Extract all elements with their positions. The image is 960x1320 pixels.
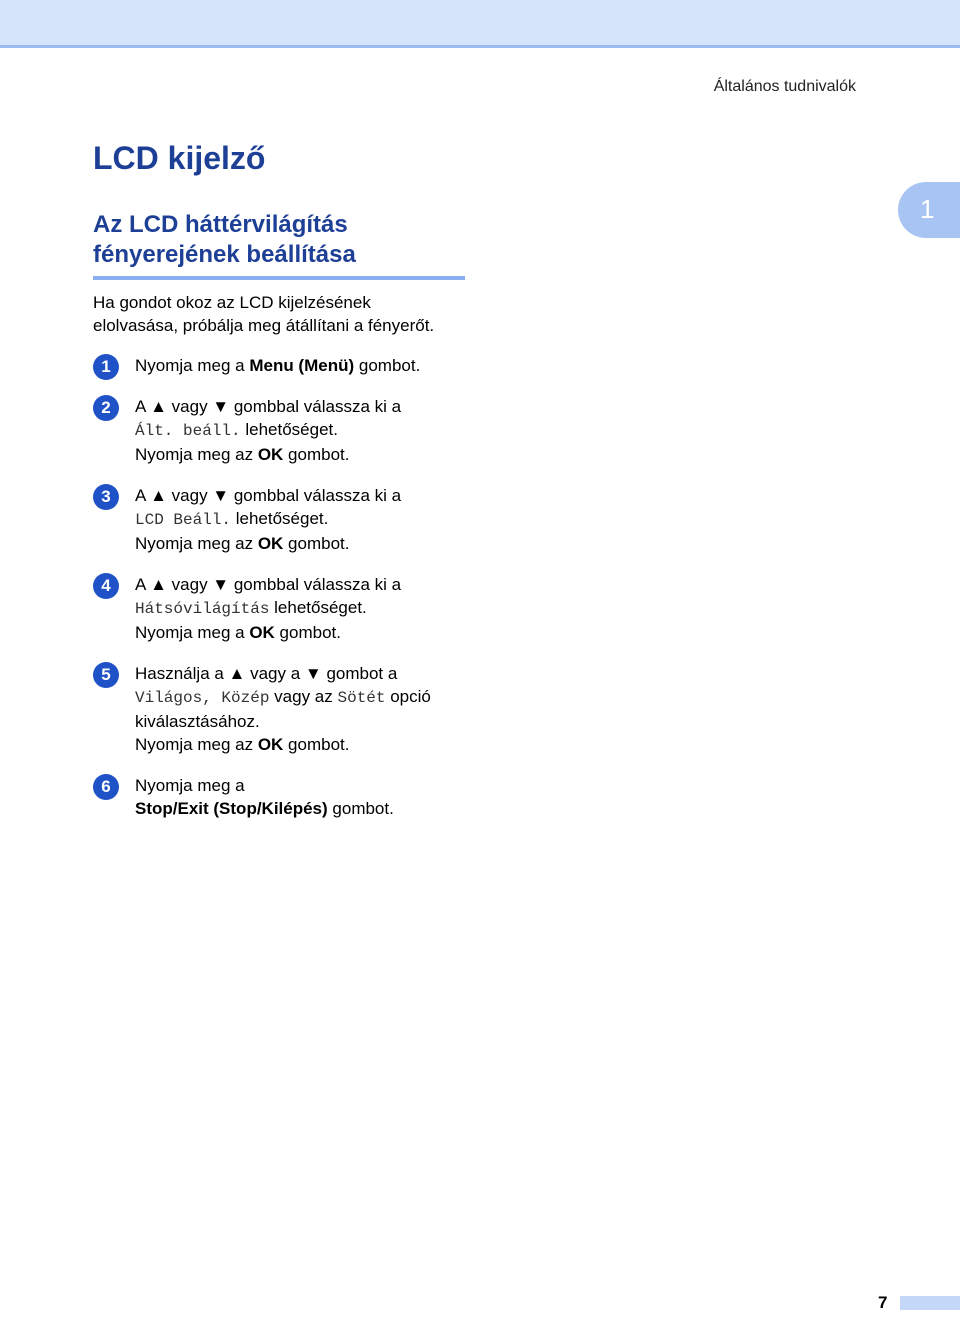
step-text: Nyomja meg az (135, 445, 258, 464)
lcd-option: Világos (135, 689, 203, 707)
top-header-band (0, 0, 960, 48)
chapter-tab-number: 1 (920, 194, 935, 224)
step-text: opció (385, 687, 431, 706)
page-title: LCD kijelző (93, 140, 266, 176)
step-text: A ▲ vagy ▼ gombbal válassza ki a (135, 575, 402, 594)
lcd-option: Sötét (337, 689, 386, 707)
step-text: vagy az (269, 687, 338, 706)
running-head: Általános tudnivalók (713, 78, 856, 95)
step-key-name: OK (257, 445, 284, 464)
step-number-badge: 3 (93, 484, 119, 510)
step-text: Nyomja meg a (135, 776, 245, 795)
step-6 (93, 774, 473, 820)
step-key-name: Stop/Exit (Stop/Kilépés) (135, 799, 328, 818)
intro-line2: elolvasása, próbálja meg átállítani a fényerőt. (93, 316, 435, 335)
step-number-badge: 6 (93, 774, 119, 800)
lcd-option: LCD Beáll. (135, 511, 232, 529)
step-text: gombot. (327, 799, 394, 818)
lcd-option: Ált. beáll. (135, 422, 241, 440)
step-text: Használja a ▲ vagy a ▼ gombot a (135, 664, 398, 683)
step-list (93, 354, 473, 838)
step-text: lehetőséget. (269, 598, 367, 617)
step-text: lehetőséget. (240, 420, 338, 439)
step-text: gombot. (283, 735, 350, 754)
section-title-line2: fényerejének beállítása (93, 241, 356, 268)
step-text: Nyomja meg az (135, 735, 258, 754)
step-text: A ▲ vagy ▼ gombbal válassza ki a (135, 397, 402, 416)
step-4 (93, 573, 473, 644)
step-text: gombot. (354, 356, 421, 375)
step-text: Nyomja meg a (135, 623, 250, 642)
lcd-option: Közép (221, 689, 270, 707)
step-text: A ▲ vagy ▼ gombbal válassza ki a (135, 486, 402, 505)
step-key-name: Menu (Menü) (249, 356, 355, 375)
option-separator: , (202, 689, 222, 707)
step-key-name: OK (257, 534, 284, 553)
step-key-name: OK (257, 735, 284, 754)
step-text: gombot. (274, 623, 341, 642)
intro-line1: Ha gondot okoz az LCD kijelzésének (93, 293, 371, 312)
step-number-badge: 2 (93, 395, 119, 421)
step-5 (93, 662, 473, 756)
step-text: gombot. (283, 445, 350, 464)
step-number-badge: 4 (93, 573, 119, 599)
step-text: Nyomja meg az (135, 534, 258, 553)
step-number-badge: 1 (93, 354, 119, 380)
page-number-bar (900, 1296, 960, 1310)
step-text: lehetőséget. (231, 509, 329, 528)
step-text: gombot. (283, 534, 350, 553)
lcd-option: Hátsóvilágítás (135, 600, 270, 618)
step-key-name: OK (249, 623, 275, 642)
step-text: Nyomja meg a (135, 356, 250, 375)
step-1 (93, 354, 473, 377)
page-number: 7 (878, 1293, 888, 1312)
section-title-line1: Az LCD háttérvilágítás (93, 211, 348, 238)
step-3 (93, 484, 473, 555)
chapter-tab (898, 182, 960, 238)
step-2 (93, 395, 473, 466)
section-title (93, 210, 465, 280)
step-number-badge: 5 (93, 662, 119, 688)
step-text: kiválasztásához. (135, 712, 260, 731)
intro-paragraph (93, 291, 465, 337)
